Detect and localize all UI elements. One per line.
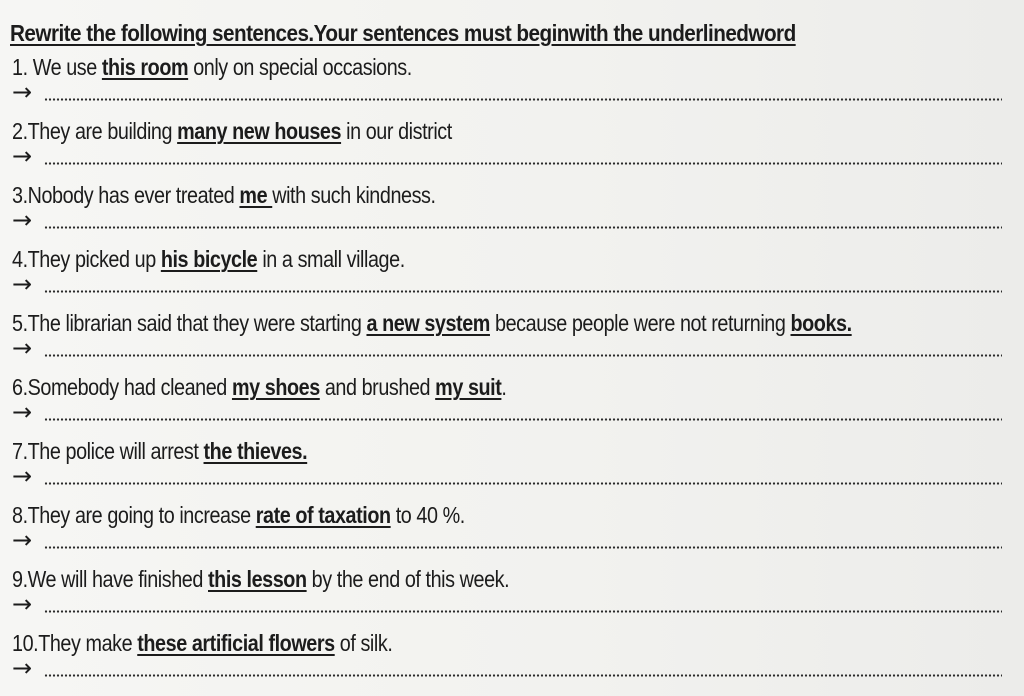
exercise-item-7 [12,438,1012,502]
sentence-text: 10.They make [12,630,138,656]
sentence-text: because people were not returning [489,310,791,336]
dotted-line [44,98,1002,101]
dotted-line [44,674,1002,677]
exercise-item-1 [12,54,1012,118]
exercise-item-6 [12,374,1012,438]
underlined-word: this lesson [208,566,307,592]
sentence-text: to 40 %. [390,502,465,528]
exercise-item-4 [12,246,1012,310]
answer-line-8[interactable] [12,526,1002,556]
instructions-heading: Rewrite the following sentences.Your sentences must beginwith the underlinedword [10,20,796,46]
sentence-5 [12,310,852,337]
arrow-icon: → [12,142,33,170]
arrow-icon: → [12,78,33,106]
dotted-line [44,418,1002,421]
sentence-10 [12,630,392,657]
sentence-text: of silk. [334,630,393,656]
sentence-1 [12,54,412,81]
dotted-line [44,354,1002,357]
arrow-icon: → [12,334,33,362]
underlined-word: my shoes [231,374,320,400]
arrow-icon: → [12,398,33,426]
sentence-3 [12,182,436,209]
sentence-text: 5.The librarian said that they were starting [12,310,367,336]
exercise-item-5 [12,310,1012,374]
dotted-line [44,482,1002,485]
dotted-line [44,162,1002,165]
exercise-item-8 [12,502,1012,566]
exercise-item-9 [12,566,1012,630]
arrow-icon: → [12,654,33,682]
sentence-8 [12,502,465,529]
underlined-word: these artificial flowers [137,630,335,656]
underlined-word: my suit [435,374,502,400]
answer-line-6[interactable] [12,398,1002,428]
sentence-text: 9.We will have finished [12,566,209,592]
sentence-text: in a small village. [257,246,405,272]
dotted-line [44,546,1002,549]
sentence-text: 7.The police will arrest [12,438,204,464]
sentence-text: 6.Somebody had cleaned [12,374,232,400]
sentence-6 [12,374,506,401]
answer-line-1[interactable] [12,78,1002,108]
underlined-word: me [239,182,273,208]
sentence-text: with such kindness. [272,182,436,208]
underlined-word: his bicycle [160,246,258,272]
sentence-7 [12,438,307,465]
dotted-line [44,290,1002,293]
sentence-text: by the end of this week. [306,566,510,592]
sentence-9 [12,566,509,593]
sentence-text: 1. We use [12,54,102,80]
answer-line-2[interactable] [12,142,1002,172]
sentence-text: 3.Nobody has ever treated [12,182,240,208]
exercise-item-10 [12,630,1012,694]
arrow-icon: → [12,526,33,554]
arrow-icon: → [12,206,33,234]
underlined-word: the thieves. [203,438,308,464]
arrow-icon: → [12,270,33,298]
underlined-word: this room [101,54,189,80]
sentence-text: in our district [341,118,452,144]
dotted-line [44,226,1002,229]
sentence-text: only on special occasions. [188,54,412,80]
sentence-text: . [501,374,507,400]
arrow-icon: → [12,462,33,490]
sentence-text: 4.They picked up [12,246,161,272]
sentence-text: 2.They are building [12,118,178,144]
underlined-word: books. [790,310,852,336]
dotted-line [44,610,1002,613]
exercise-item-2 [12,118,1012,182]
sentence-text: and brushed [319,374,436,400]
sentence-2 [12,118,452,145]
answer-line-5[interactable] [12,334,1002,364]
answer-line-10[interactable] [12,654,1002,684]
answer-line-3[interactable] [12,206,1002,236]
underlined-word: many new houses [177,118,342,144]
underlined-word: a new system [366,310,490,336]
arrow-icon: → [12,590,33,618]
answer-line-9[interactable] [12,590,1002,620]
answer-line-4[interactable] [12,270,1002,300]
sentence-4 [12,246,405,273]
answer-line-7[interactable] [12,462,1002,492]
underlined-word: rate of taxation [255,502,391,528]
sentence-text: 8.They are going to increase [12,502,256,528]
exercise-item-3 [12,182,1012,246]
